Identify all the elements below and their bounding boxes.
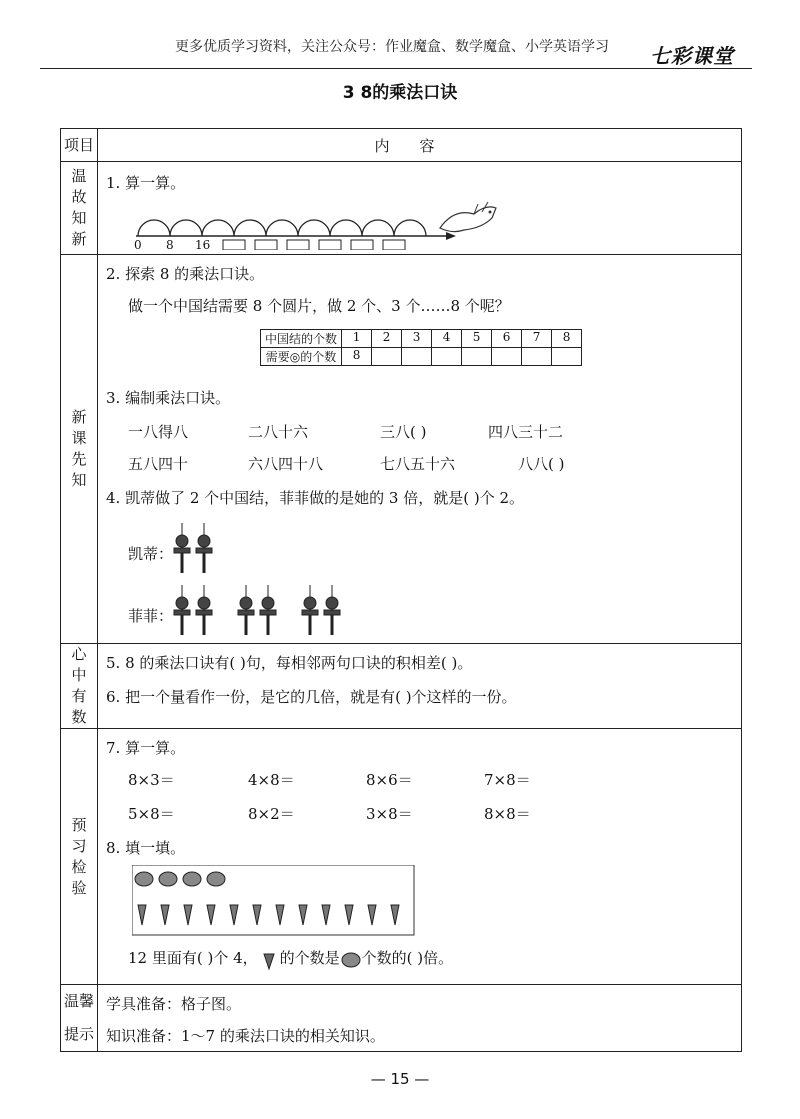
question-8-line: 12 里面有( )个 4， 的个数是 个数的( )倍。: [128, 947, 453, 970]
rhyme: 三八( ): [380, 423, 427, 441]
disc-blank[interactable]: [432, 348, 462, 366]
rabbit-icon: [340, 948, 362, 970]
rhyme: 八八( ): [518, 455, 565, 473]
tip-1: 学具准备：格子图。: [106, 995, 242, 1013]
carrot-icon: [258, 948, 280, 970]
question-2: 2. 探索 8 的乘法口诀。: [106, 265, 265, 283]
rhyme: 四八三十二: [488, 423, 564, 441]
knot-count: 5: [462, 330, 492, 348]
calc: 8×3＝: [128, 771, 175, 789]
kangaroo-icon: [434, 198, 504, 238]
label-review: 温 故 知 新: [61, 162, 98, 255]
question-3: 3. 编制乘法口诀。: [106, 389, 231, 407]
rhyme: 六八四十八: [248, 455, 324, 473]
number-line: [128, 204, 468, 250]
question-2-text: 做一个中国结需要 8 个圆片，做 2 个、3 个……8 个呢？: [128, 297, 510, 315]
knot-count: 6: [492, 330, 522, 348]
calc: 8×2＝: [248, 805, 295, 823]
disc-blank[interactable]: [552, 348, 582, 366]
tick-8: 8: [166, 238, 174, 252]
worksheet-table: [60, 128, 742, 1052]
content-new: [98, 255, 742, 644]
rabbit-carrot-picture: [132, 865, 422, 937]
content-preview: [98, 729, 742, 985]
disc-blank[interactable]: [372, 348, 402, 366]
label-mind: 心 中 有 数: [61, 644, 98, 729]
question-4: 4. 凯蒂做了 2 个中国结，菲菲做的是她的 3 倍，就是( )个 2。: [106, 489, 525, 507]
question-6: 6. 把一个量看作一份，是它的几倍，就是有( )个这样的一份。: [106, 688, 517, 706]
content-tips: [98, 985, 742, 1052]
content-mind: [98, 644, 742, 729]
brand-logo: 七彩课堂: [650, 44, 734, 68]
knot-count: 4: [432, 330, 462, 348]
tick-16: 16: [195, 238, 211, 252]
knot-count: 8: [552, 330, 582, 348]
disc-blank[interactable]: [462, 348, 492, 366]
col-header-label: 项目: [61, 129, 98, 162]
tip-2: 知识准备：1～7 的乘法口诀的相关知识。: [106, 1027, 385, 1045]
rhyme: 二八十六: [248, 423, 309, 441]
knot-count: 7: [522, 330, 552, 348]
knot-count: 2: [372, 330, 402, 348]
rhyme: 一八得八: [128, 423, 189, 441]
chinese-knot-icon: [170, 521, 220, 577]
header-rule: [40, 68, 752, 69]
disc-row-label: 需要◎的个数: [261, 348, 342, 366]
rhyme: 七八五十六: [380, 455, 456, 473]
calc: 8×8＝: [484, 805, 531, 823]
tick-0: 0: [134, 238, 142, 252]
col-header-content: 内容: [98, 129, 742, 162]
knot-table: [260, 329, 582, 366]
header-note: 更多优质学习资料，关注公众号：作业魔盒、数学魔盒、小学英语学习: [175, 39, 609, 55]
disc-blank[interactable]: [492, 348, 522, 366]
label-new: 新 课 先 知: [61, 255, 98, 644]
calc: 7×8＝: [484, 771, 531, 789]
question-8: 8. 填一填。: [106, 839, 186, 857]
disc-blank[interactable]: [402, 348, 432, 366]
kitty-label: 凯蒂：: [128, 545, 174, 563]
calc: 4×8＝: [248, 771, 295, 789]
label-preview: 预 习 检 验: [61, 729, 98, 985]
content-review: [98, 162, 742, 255]
page-number: — 15 —: [370, 1070, 430, 1088]
calc: 8×6＝: [366, 771, 413, 789]
knot-row-label: 中国结的个数: [261, 330, 342, 348]
calc: 5×8＝: [128, 805, 175, 823]
page-title: 3 8的乘法口诀: [342, 83, 458, 103]
rhyme: 五八四十: [128, 455, 189, 473]
calc: 3×8＝: [366, 805, 413, 823]
disc-count: 8: [342, 348, 372, 366]
question-5: 5. 8 的乘法口诀有( )句，每相邻两句口诀的积相差( )。: [106, 654, 473, 672]
knot-count: 1: [342, 330, 372, 348]
question-1: 1. 算一算。: [106, 174, 186, 192]
feifei-label: 菲菲：: [128, 607, 174, 625]
knot-count: 3: [402, 330, 432, 348]
label-tips: 温馨 提示: [61, 985, 98, 1052]
question-7: 7. 算一算。: [106, 739, 186, 757]
disc-blank[interactable]: [522, 348, 552, 366]
chinese-knot-icon: [170, 583, 410, 639]
